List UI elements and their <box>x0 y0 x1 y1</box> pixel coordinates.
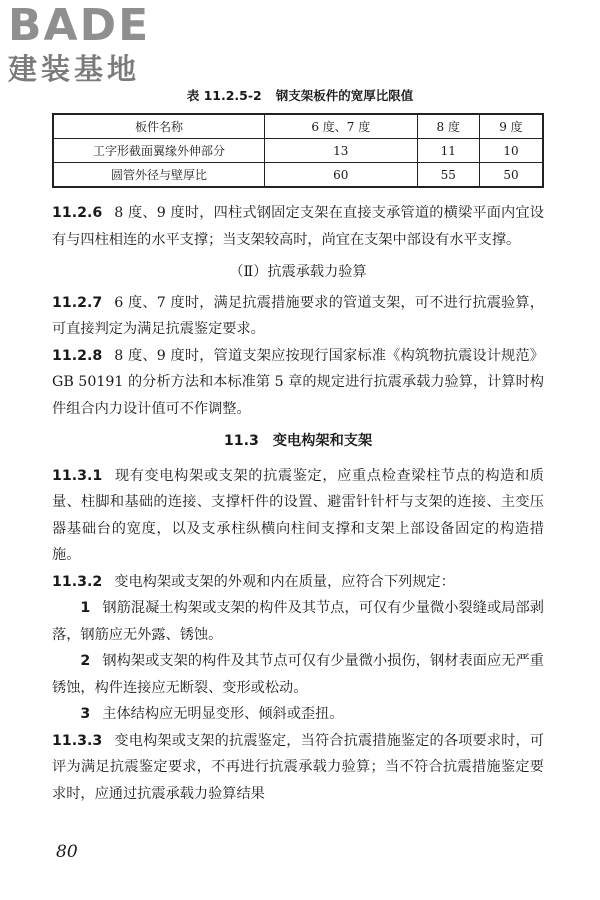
list-item <box>52 701 544 728</box>
clause-number: 11.3.2 <box>52 573 103 590</box>
clause-11-3-2 <box>52 569 544 596</box>
clause-text: 6 度、7 度时，满足抗震措施要求的管道支架，可不进行抗震验算，可直接判定为满足抗震鉴定要求。 <box>52 294 544 337</box>
list-item <box>52 648 544 701</box>
table-caption <box>0 86 600 104</box>
item-text: 钢构架或支架的构件及其节点可仅有少量微小损伤，钢材表面应无严重锈蚀，构件连接应无断裂、变形或松动。 <box>52 653 544 696</box>
subsection-heading: （Ⅱ）抗震承载力验算 <box>229 264 367 280</box>
item-number: 3 <box>80 706 91 722</box>
clause-11-2-7 <box>52 290 544 343</box>
table-header-cell: 9 度 <box>479 114 543 139</box>
clause-11-2-6 <box>52 200 544 253</box>
table-cell: 圆管外径与壁厚比 <box>53 163 265 188</box>
section-title: 变电构架和支架 <box>272 433 373 449</box>
clause-11-2-8 <box>52 343 544 423</box>
list-item <box>52 595 544 648</box>
table-cell: 13 <box>265 139 418 163</box>
table-cell: 工字形截面翼缘外伸部分 <box>53 139 265 163</box>
table-row <box>53 163 543 188</box>
clause-text: 变电构架或支架的外观和内在质量，应符合下列规定： <box>114 573 455 590</box>
table-cell: 10 <box>479 139 543 163</box>
table-row <box>53 139 543 163</box>
clause-number: 11.2.8 <box>52 347 103 364</box>
item-number: 2 <box>80 653 91 669</box>
table-header-row <box>53 114 543 139</box>
clause-text: 现有变电构架或支架的抗震鉴定，应重点检查梁柱节点的构造和质量、柱脚和基础的连接、支撑杆件的设置、避雷针针杆与支架的连接、主变压器基础台的宽度，以及支承柱纵横向柱间支撑和支架上部设备固定的构造措施。 <box>52 467 544 563</box>
bade-logo <box>8 2 178 92</box>
table-cell: 55 <box>417 163 479 188</box>
item-text: 钢筋混凝土构架或支架的构件及其节点，可仅有少量微小裂缝或局部剥落，钢筋应无外露、锈蚀。 <box>52 600 544 643</box>
clause-number: 11.3.3 <box>52 732 103 749</box>
section-number: 11.3 <box>223 433 259 449</box>
table-cell: 11 <box>417 139 479 163</box>
clause-text: 8 度、9 度时，四柱式钢固定支架在直接支承管道的横梁平面内宜设有与四柱相连的水平支撑；当支架较高时，尚宜在支架中部设有水平支撑。 <box>52 205 544 248</box>
logo-subtitle: 建装基地 <box>8 52 141 86</box>
clause-text: 8 度、9 度时，管道支架应按现行国家标准《构筑物抗震设计规范》GB 50191 的分析方法和本标准第 5 章的规定进行抗震承载力验算，计算时构件组合内力设计值可不作调整。 <box>52 347 544 417</box>
table-header-cell: 8 度 <box>417 114 479 139</box>
page-number: 80 <box>56 842 78 862</box>
table-cell: 60 <box>265 163 418 188</box>
clause-number: 11.2.7 <box>52 294 103 311</box>
clause-number: 11.2.6 <box>52 205 103 221</box>
table-cell: 50 <box>479 163 543 188</box>
table-number: 表 11.2.5-2 <box>186 88 262 103</box>
width-thickness-ratio-table <box>52 113 544 188</box>
logo-wordmark: BADE <box>8 0 151 51</box>
table-header-cell: 6 度、7 度 <box>265 114 418 139</box>
clause-text: 变电构架或支架的抗震鉴定，当符合抗震措施鉴定的各项要求时，可评为满足抗震鉴定要求，不再进行抗震承载力验算；当不符合抗震措施鉴定要求时，应通过抗震承载力验算结果 <box>52 732 544 802</box>
table-header-cell: 板件名称 <box>53 114 265 139</box>
clause-11-3-3 <box>52 728 544 808</box>
item-text: 主体结构应无明显变形、倾斜或歪扭。 <box>102 706 344 722</box>
body-text <box>52 200 544 807</box>
clause-11-3-1 <box>52 463 544 569</box>
clause-number: 11.3.1 <box>52 467 103 484</box>
table-title: 钢支架板件的宽厚比限值 <box>275 88 414 103</box>
section-heading <box>52 428 544 455</box>
item-number: 1 <box>80 600 91 616</box>
